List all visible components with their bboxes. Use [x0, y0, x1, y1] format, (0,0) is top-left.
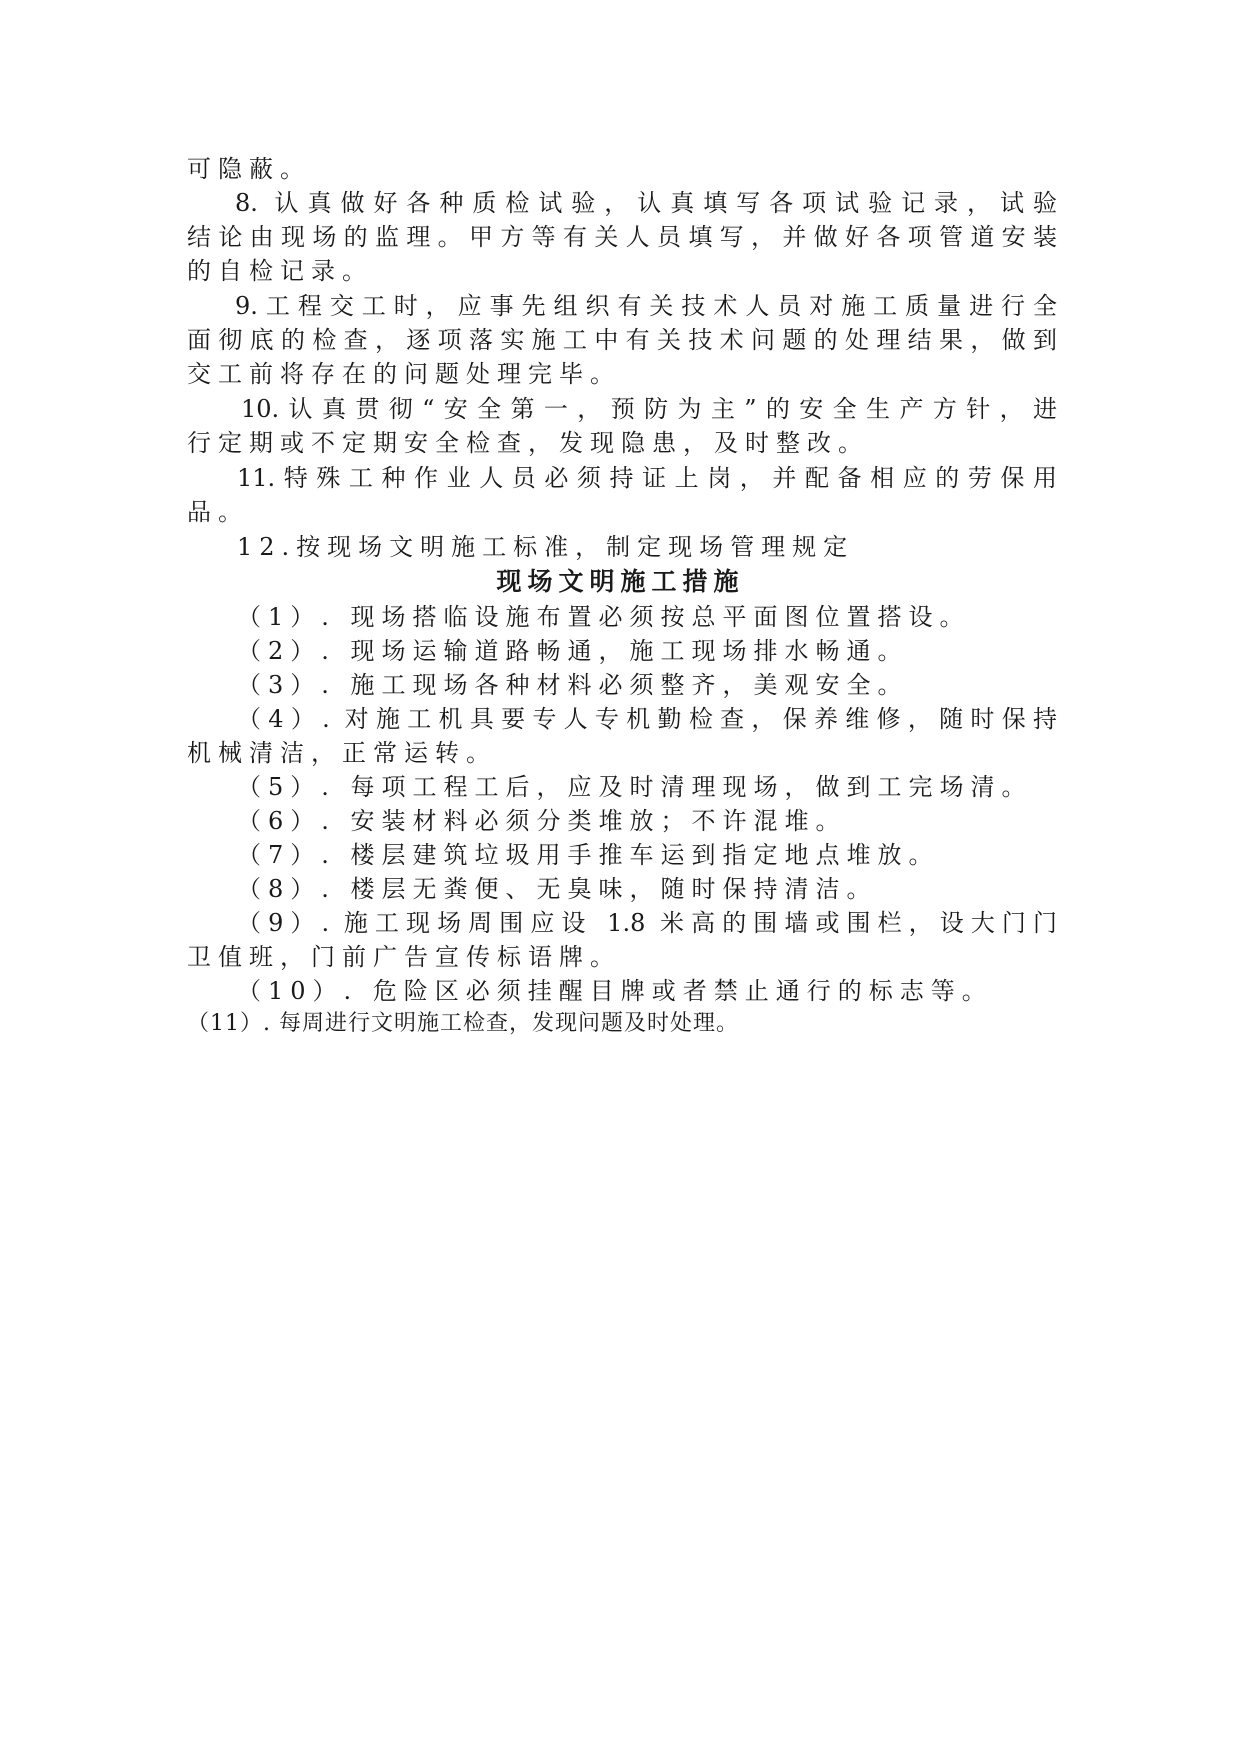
measure-1: （1）. 现场搭临设施布置必须按总平面图位置搭设。: [237, 603, 971, 631]
section-title: 现场文明施工措施: [496, 567, 745, 596]
paragraph-11-line-1: 11.特殊工种作业人员必须持证上岗，并配备相应的劳保用: [237, 464, 1057, 492]
paragraph-7-end: 可隐蔽。: [187, 155, 311, 183]
paragraph-9-line-2: 面彻底的检查，逐项落实施工中有关技术问题的处理结果，做到: [187, 326, 1057, 354]
measure-8: （8）. 楼层无粪便、无臭味，随时保持清洁。: [237, 875, 878, 903]
measure-10: （10）. 危险区必须挂醒目牌或者禁止通行的标志等。: [237, 977, 993, 1005]
paragraph-10-line-2: 行定期或不定期安全检查，发现隐患，及时整改。: [187, 429, 869, 457]
paragraph-10-line-1: 10.认真贯彻“安全第一，预防为主”的安全生产方针，进: [241, 395, 1057, 423]
measure-7: （7）. 楼层建筑垃圾用手推车运到指定地点堆放。: [237, 841, 940, 869]
paragraph-8-line-2: 结论由现场的监理。甲方等有关人员填写，并做好各项管道安装: [187, 223, 1057, 251]
measure-6: （6）. 安装材料必须分类堆放；不许混堆。: [237, 807, 847, 835]
paragraph-12: 12.按现场文明施工标准，制定现场管理规定: [237, 533, 855, 561]
paragraph-8-line-1: 8. 认真做好各种质检试验，认真填写各项试验记录，试验: [235, 189, 1057, 217]
measure-9-line-2: 卫值班，门前广告宣传标语牌。: [187, 943, 621, 971]
measure-3: （3）. 施工现场各种材料必须整齐，美观安全。: [237, 671, 909, 699]
paragraph-9-line-3: 交工前将存在的问题处理完毕。: [187, 360, 621, 388]
measure-4-line-2: 机械清洁，正常运转。: [187, 739, 497, 767]
measure-9-line-1: （9）. 施工现场周围应设 1.8 米高的围墙或围栏，设大门门: [237, 909, 1057, 937]
measure-11: （11）. 每周进行文明施工检查，发现问题及时处理。: [187, 1011, 739, 1036]
paragraph-9-line-1: 9.工程交工时，应事先组织有关技术人员对施工质量进行全: [235, 292, 1057, 320]
paragraph-11-line-2: 品。: [187, 498, 249, 526]
paragraph-8-line-3: 的自检记录。: [187, 257, 373, 285]
measure-2: （2）. 现场运输道路畅通，施工现场排水畅通。: [237, 637, 909, 665]
measure-4-line-1: （4）. 对施工机具要专人专机勤检查，保养维修，随时保持: [237, 705, 1057, 733]
measure-5: （5）. 每项工程工后，应及时清理现场，做到工完场清。: [237, 773, 1033, 801]
